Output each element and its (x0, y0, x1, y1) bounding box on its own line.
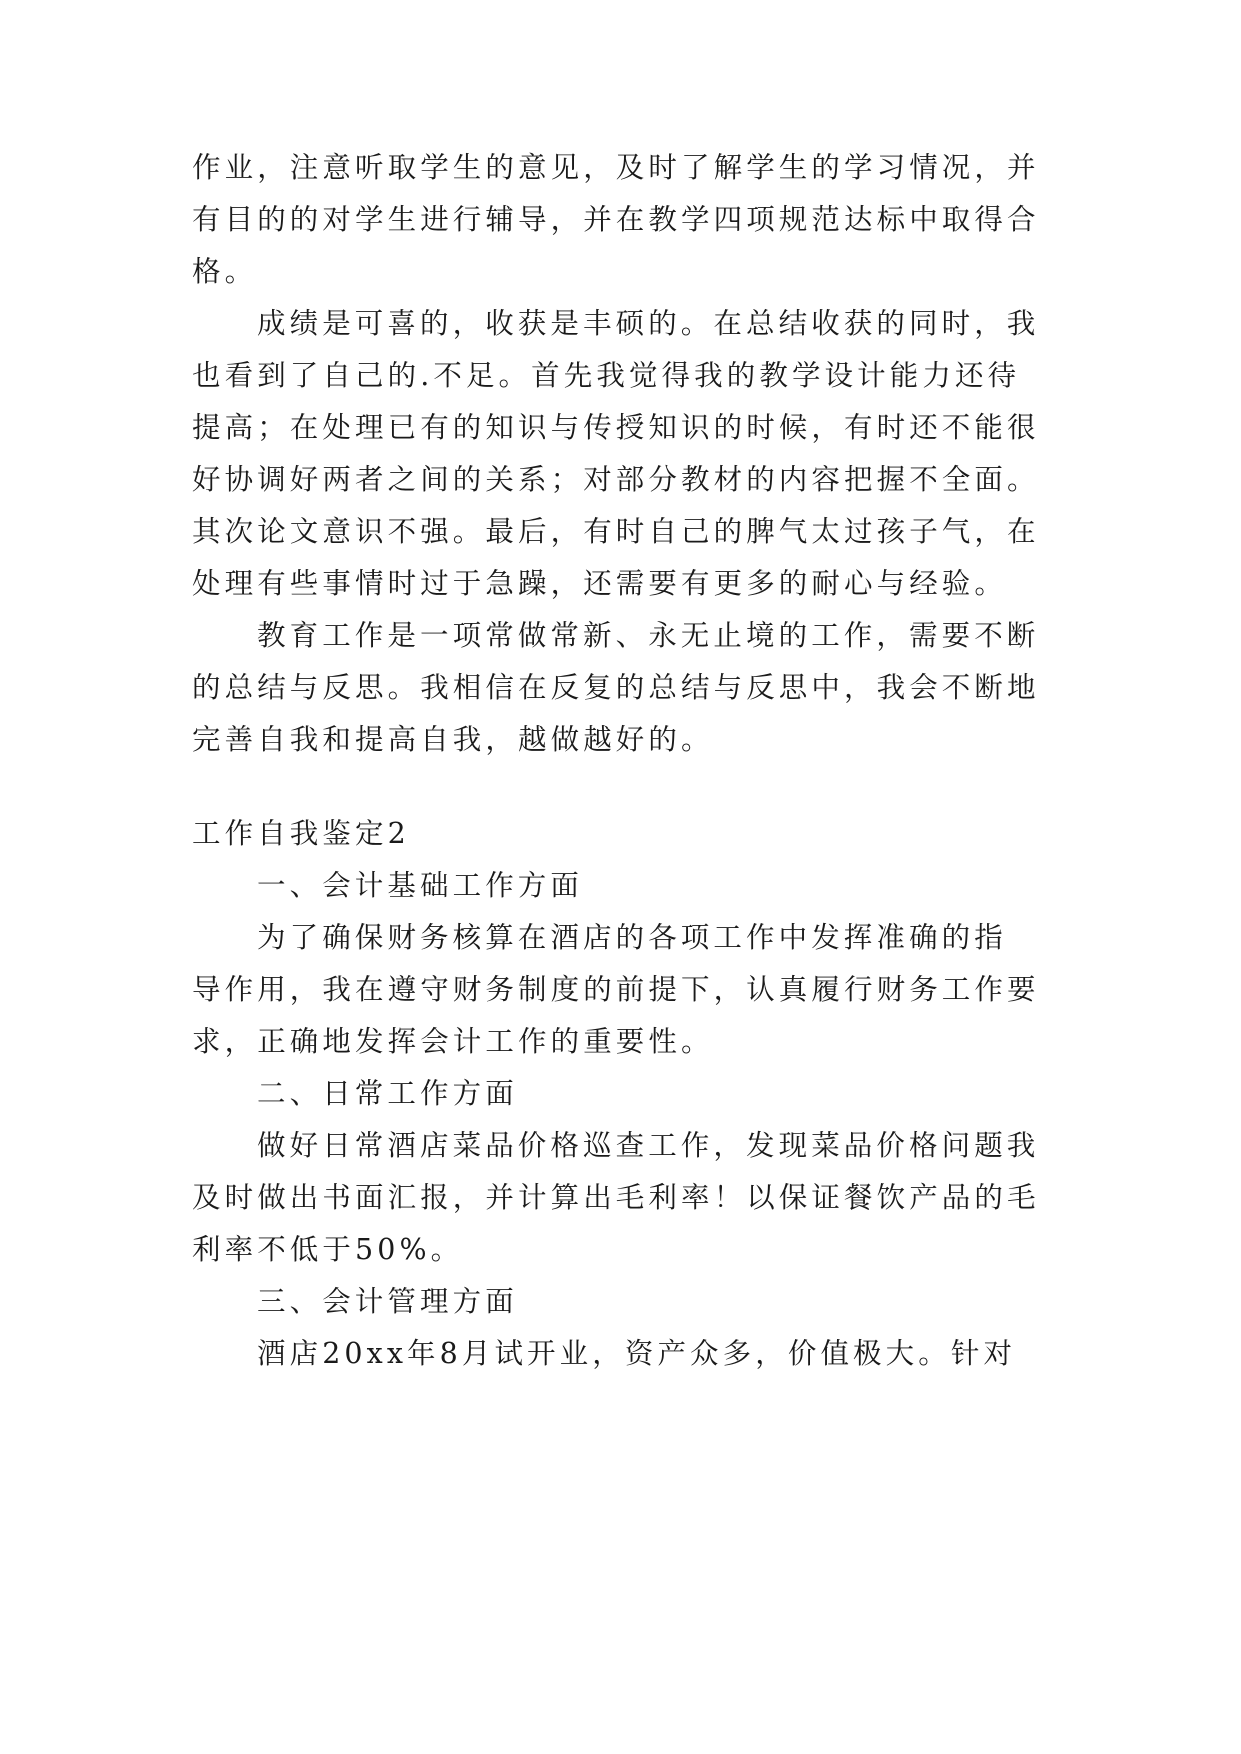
section-heading: 三、会计管理方面 (257, 1285, 518, 1318)
section-heading: 一、会计基础工作方面 (257, 869, 584, 902)
paragraph-line: 成绩是可喜的，收获是丰硕的。在总结收获的同时，我 (257, 307, 1040, 340)
paragraph-line: 处理有些事情时过于急躁，还需要有更多的耐心与经验。 (192, 567, 1008, 600)
paragraph-line: 格。 (192, 255, 258, 288)
paragraph-line: 提高；在处理已有的知识与传授知识的时候，有时还不能很 (192, 411, 1040, 444)
paragraph-line: 利率不低于50%。 (192, 1233, 464, 1266)
section-title: 工作自我鉴定2 (192, 817, 410, 850)
paragraph-line: 的总结与反思。我相信在反复的总结与反思中，我会不断地 (192, 671, 1040, 704)
paragraph-line: 有目的的对学生进行辅导，并在教学四项规范达标中取得合 (192, 203, 1040, 236)
paragraph-line: 做好日常酒店菜品价格巡查工作，发现菜品价格问题我 (257, 1129, 1040, 1162)
paragraph-line: 好协调好两者之间的关系；对部分教材的内容把握不全面。 (192, 463, 1040, 496)
paragraph-line: 作业，注意听取学生的意见，及时了解学生的学习情况，并 (192, 151, 1040, 184)
section-heading: 二、日常工作方面 (257, 1077, 518, 1110)
paragraph-line: 及时做出书面汇报，并计算出毛利率！以保证餐饮产品的毛 (192, 1181, 1040, 1214)
paragraph-line: 为了确保财务核算在酒店的各项工作中发挥准确的指 (257, 921, 1007, 954)
paragraph-line: 导作用，我在遵守财务制度的前提下，认真履行财务工作要 (192, 973, 1040, 1006)
paragraph-line: 求，正确地发挥会计工作的重要性。 (192, 1025, 714, 1058)
paragraph-line: 教育工作是一项常做常新、永无止境的工作，需要不断 (257, 619, 1040, 652)
paragraph-line: 完善自我和提高自我，越做越好的。 (192, 723, 714, 756)
paragraph-line: 其次论文意识不强。最后，有时自己的脾气太过孩子气，在 (192, 515, 1040, 548)
paragraph-line: 酒店20xx年8月试开业，资产众多，价值极大。针对 (257, 1337, 1017, 1370)
paragraph-line: 也看到了自己的.不足。首先我觉得我的教学设计能力还待 (192, 359, 1021, 392)
